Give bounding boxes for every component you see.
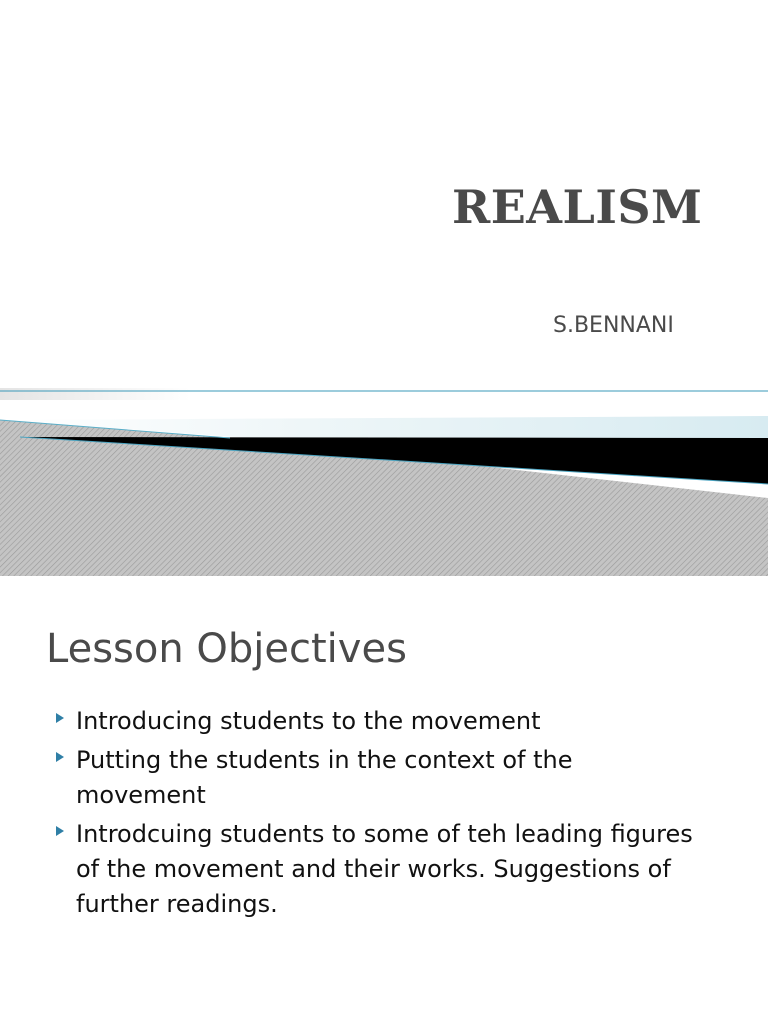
decorative-band <box>0 380 768 576</box>
bullet-text: Introdcuing students to some of teh leading figures of the movement and their works. Suggestions of further readings. <box>76 820 693 918</box>
list-item <box>56 817 696 922</box>
list-item <box>56 743 696 813</box>
triangle-bullet-icon <box>56 752 64 762</box>
bullet-text: Putting the students in the context of the movement <box>76 746 573 809</box>
objectives-heading: Lesson Objectives <box>46 626 407 672</box>
triangle-bullet-icon <box>56 826 64 836</box>
list-item <box>56 704 696 739</box>
bullet-text: Introducing students to the movement <box>76 707 541 735</box>
slide-title: REALISM <box>452 180 703 234</box>
slide-author: S.BENNANI <box>553 313 674 338</box>
triangle-bullet-icon <box>56 713 64 723</box>
band-fade-strip <box>0 388 380 400</box>
objectives-slide <box>0 576 768 1024</box>
objectives-list <box>56 704 696 926</box>
